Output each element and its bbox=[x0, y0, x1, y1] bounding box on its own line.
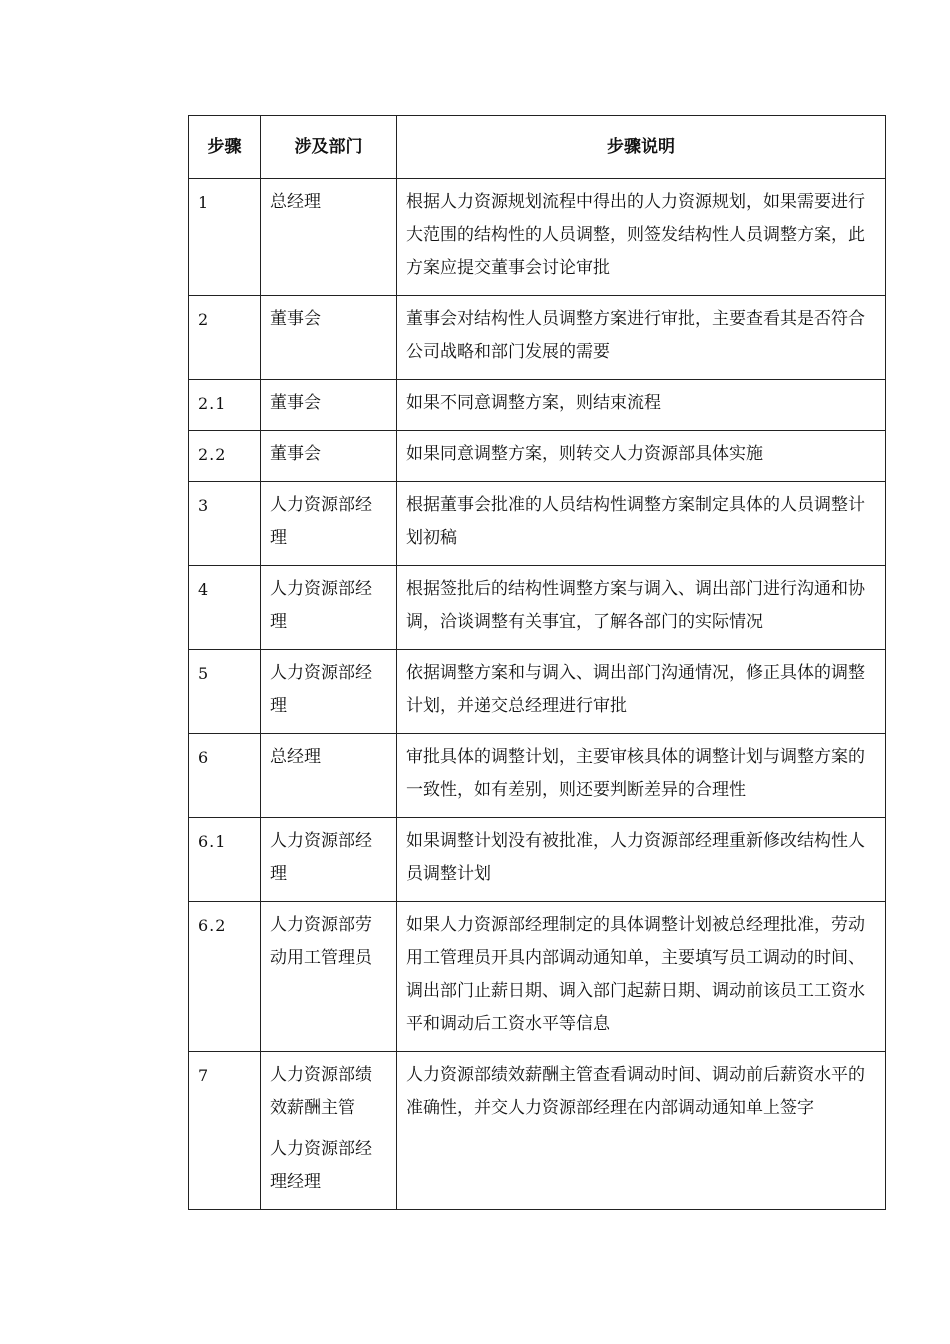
department-cell bbox=[261, 650, 397, 734]
department-name: 人力资源部经理经理 bbox=[270, 1139, 372, 1192]
step-description: 人力资源部绩效薪酬主管查看调动时间、调动前后薪资水平的准确性，并交人力资源部经理在内部调动通知单上签字 bbox=[397, 1052, 886, 1210]
header-department: 涉及部门 bbox=[261, 116, 397, 179]
process-steps-table bbox=[188, 115, 886, 1210]
department-cell bbox=[261, 734, 397, 818]
step-description: 如果调整计划没有被批准，人力资源部经理重新修改结构性人员调整计划 bbox=[397, 818, 886, 902]
department-name: 董事会 bbox=[270, 309, 321, 329]
table-row bbox=[189, 482, 886, 566]
step-number: 2.1 bbox=[189, 380, 261, 431]
step-number: 6 bbox=[189, 734, 261, 818]
step-description: 如果同意调整方案，则转交人力资源部具体实施 bbox=[397, 431, 886, 482]
step-number: 3 bbox=[189, 482, 261, 566]
step-description: 根据董事会批准的人员结构性调整方案制定具体的人员调整计划初稿 bbox=[397, 482, 886, 566]
step-description: 根据签批后的结构性调整方案与调入、调出部门进行沟通和协调，洽谈调整有关事宜，了解各部门的实际情况 bbox=[397, 566, 886, 650]
department-cell bbox=[261, 566, 397, 650]
step-number: 6.1 bbox=[189, 818, 261, 902]
step-number: 2.2 bbox=[189, 431, 261, 482]
table-header-row bbox=[189, 116, 886, 179]
department-name: 董事会 bbox=[270, 393, 321, 413]
step-description: 如果人力资源部经理制定的具体调整计划被总经理批准，劳动用工管理员开具内部调动通知单，主要填写员工调动的时间、调出部门止薪日期、调入部门起薪日期、调动前该员工工资水平和调动后工资水平等信息 bbox=[397, 902, 886, 1052]
step-number: 4 bbox=[189, 566, 261, 650]
department-name: 总经理 bbox=[270, 192, 321, 212]
department-cell bbox=[261, 1052, 397, 1210]
step-number: 2 bbox=[189, 296, 261, 380]
table-row bbox=[189, 380, 886, 431]
step-description: 依据调整方案和与调入、调出部门沟通情况，修正具体的调整计划，并递交总经理进行审批 bbox=[397, 650, 886, 734]
department-cell bbox=[261, 482, 397, 566]
department-name: 人力资源部经理 bbox=[270, 579, 372, 632]
step-number: 1 bbox=[189, 179, 261, 296]
step-number: 5 bbox=[189, 650, 261, 734]
table-row bbox=[189, 566, 886, 650]
table-row bbox=[189, 650, 886, 734]
step-description: 根据人力资源规划流程中得出的人力资源规划，如果需要进行大范围的结构性的人员调整，则签发结构性人员调整方案，此方案应提交董事会讨论审批 bbox=[397, 179, 886, 296]
table-row bbox=[189, 902, 886, 1052]
department-name: 人力资源部经理 bbox=[270, 663, 372, 716]
step-number: 7 bbox=[189, 1052, 261, 1210]
step-description: 如果不同意调整方案，则结束流程 bbox=[397, 380, 886, 431]
table-row bbox=[189, 1052, 886, 1210]
department-cell bbox=[261, 179, 397, 296]
department-cell bbox=[261, 380, 397, 431]
step-number: 6.2 bbox=[189, 902, 261, 1052]
header-description: 步骤说明 bbox=[397, 116, 886, 179]
table-row bbox=[189, 296, 886, 380]
header-step: 步骤 bbox=[189, 116, 261, 179]
step-description: 审批具体的调整计划，主要审核具体的调整计划与调整方案的一致性，如有差别，则还要判断差异的合理性 bbox=[397, 734, 886, 818]
table-row bbox=[189, 734, 886, 818]
table-row bbox=[189, 179, 886, 296]
step-description: 董事会对结构性人员调整方案进行审批，主要查看其是否符合公司战略和部门发展的需要 bbox=[397, 296, 886, 380]
department-name: 人力资源部劳动用工管理员 bbox=[270, 915, 372, 968]
department-cell bbox=[261, 431, 397, 482]
table-row bbox=[189, 818, 886, 902]
department-cell bbox=[261, 902, 397, 1052]
department-name: 人力资源部经理 bbox=[270, 495, 372, 548]
department-cell bbox=[261, 296, 397, 380]
department-name: 人力资源部绩效薪酬主管 bbox=[270, 1065, 372, 1118]
department-name: 人力资源部经理 bbox=[270, 831, 372, 884]
department-name: 总经理 bbox=[270, 747, 321, 767]
department-cell bbox=[261, 818, 397, 902]
department-name: 董事会 bbox=[270, 444, 321, 464]
table-body bbox=[189, 179, 886, 1210]
table-row bbox=[189, 431, 886, 482]
